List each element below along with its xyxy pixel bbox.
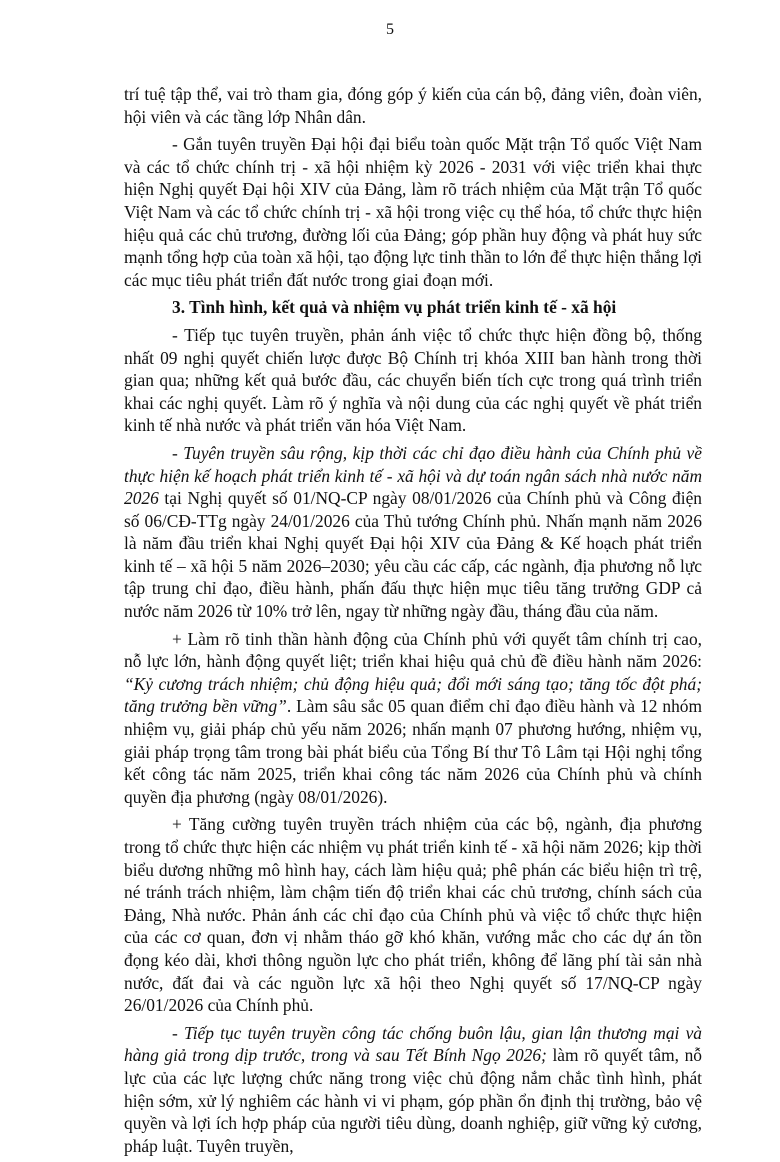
paragraph-text: + Làm rõ tinh thần hành động của Chính phủ với quyết tâm chính trị cao, nỗ lực lớn, hành động quyết liệt; triển khai hiệu quả chủ đề điều hành năm 2026: bbox=[124, 628, 702, 672]
paragraph-continuation: trí tuệ tập thể, vai trò tham gia, đóng góp ý kiến của cán bộ, đảng viên, đoàn viên, hội viên và các tầng lớp Nhân dân. bbox=[124, 84, 702, 127]
document-body bbox=[124, 83, 702, 1162]
italic-lead: - Tiếp tục tuyên truyền công tác chống buôn lậu, gian lận thương mại và hàng giả trong dịp trước, trong và sau Tết Bính Ngọ 2026; bbox=[124, 1022, 702, 1066]
paragraph-chinh-phu-chi-dao bbox=[124, 442, 702, 623]
paragraph-text: . Làm sâu sắc 05 quan điểm chỉ đạo điều hành và 12 nhóm nhiệm vụ, giải pháp chủ yếu năm 2026; nhấn mạnh 07 phương hướng, nhiệm vụ, giải pháp trọng tâm trong bài phát biểu của Tổng Bí thư Tô Lâm tại Hội nghị tổng kết công tác năm 2025, triển khai công tác năm 2026 của Chính phủ và chính quyền địa phương (ngày 08/01/2026). bbox=[124, 696, 702, 807]
italic-quote: “Kỷ cương trách nhiệm; chủ động hiệu quả; đổi mới sáng tạo; tăng tốc đột phá; tăng trưởng bền vững” bbox=[124, 673, 702, 717]
paragraph-text: tại Nghị quyết số 01/NQ-CP ngày 08/01/2026 của Chính phủ và Công điện số 06/CĐ-TTg ngày 24/01/2026 của Thủ tướng Chính phủ. Nhấn mạnh năm 2026 là năm đầu triển khai Nghị quyết Đại hội XIV của Đảng & Kế hoạch phát triển kinh tế – xã hội 5 năm 2026–2030; yêu cầu các cấp, các ngành, địa phương nỗ lực tập trung chỉ đạo, điều hành, phấn đấu thực hiện mục tiêu tăng trưởng GDP cả nước năm 2026 từ 10% trở lên, ngay từ những ngày đầu, tháng đầu của năm. bbox=[124, 488, 702, 622]
paragraph-trach-nhiem: + Tăng cường tuyên truyền trách nhiệm của các bộ, ngành, địa phương trong tổ chức thực hiện các nhiệm vụ phát triển kinh tế - xã hội năm 2026; kịp thời biểu dương những mô hình hay, cách làm hiệu quả; phê phán các biểu hiện trì trệ, né tránh trách nhiệm, làm chậm tiến độ triển khai các chủ trương, chính sách của Đảng, Nhà nước. Phản ánh các chỉ đạo của Chính phủ và việc tổ chức thực hiện của các cơ quan, đơn vị nhằm tháo gỡ khó khăn, vướng mắc cho các dự án tồn đọng kéo dài, khơi thông nguồn lực cho phát triển, không để lãng phí tài sản nhà nước, đất đai và các nguồn lực xã hội theo Nghị quyết số 17/NQ-CP ngày 26/01/2026 của Chính phủ. bbox=[124, 814, 702, 1016]
section-heading: 3. Tình hình, kết quả và nhiệm vụ phát triển kinh tế - xã hội bbox=[172, 297, 617, 318]
paragraph-nghi-quyet-chien-luoc: - Tiếp tục tuyên truyền, phản ánh việc tổ chức thực hiện đồng bộ, thống nhất 09 nghị quyết chiến lược được Bộ Chính trị khóa XIII ban hành trong thời gian qua; những kết quả bước đầu, các chuyển biến tích cực trong quá trình triển khai các nghị quyết. Làm rõ ý nghĩa và nội dung của các nghị quyết về phát triển kinh tế nhà nước và phát triển văn hóa Việt Nam. bbox=[124, 324, 702, 436]
paragraph-tinh-than-hanh-dong bbox=[124, 628, 702, 809]
paragraph-mat-tran: - Gắn tuyên truyền Đại hội đại biểu toàn quốc Mặt trận Tổ quốc Việt Nam và các tổ chức chính trị - xã hội nhiệm kỳ 2026 - 2031 với việc triển khai thực hiện Nghị quyết Đại hội XIV của Đảng, làm rõ trách nhiệm của Mặt trận Tổ quốc Việt Nam và các tổ chức chính trị - xã hội trong việc cụ thể hóa, tổ chức thực hiện hiệu quả các chủ trương, đường lối của Đảng; góp phần huy động và phát huy sức mạnh tổng hợp của toàn xã hội, tạo động lực tinh thần to lớn để thực hiện thắng lợi các mục tiêu phát triển đất nước trong giai đoạn mới. bbox=[124, 134, 702, 290]
paragraph-buon-lau bbox=[124, 1022, 702, 1158]
paragraph-text: làm rõ quyết tâm, nỗ lực của các lực lượng chức năng trong việc chủ động nắm chắc tình hình, phát hiện sớm, xử lý nghiêm các hành vi vi phạm, góp phần ổn định thị trường, bảo vệ quyền và lợi ích hợp pháp của người tiêu dùng, doanh nghiệp, giữ vững kỷ cương, pháp luật. Tuyên truyền, bbox=[124, 1045, 702, 1156]
page-number: 5 bbox=[386, 21, 394, 38]
italic-lead: - Tuyên truyền sâu rộng, kịp thời các chỉ đạo điều hành của Chính phủ về thực hiện kế hoạch phát triển kinh tế - xã hội và dự toán ngân sách nhà nước năm 2026 bbox=[124, 442, 702, 509]
